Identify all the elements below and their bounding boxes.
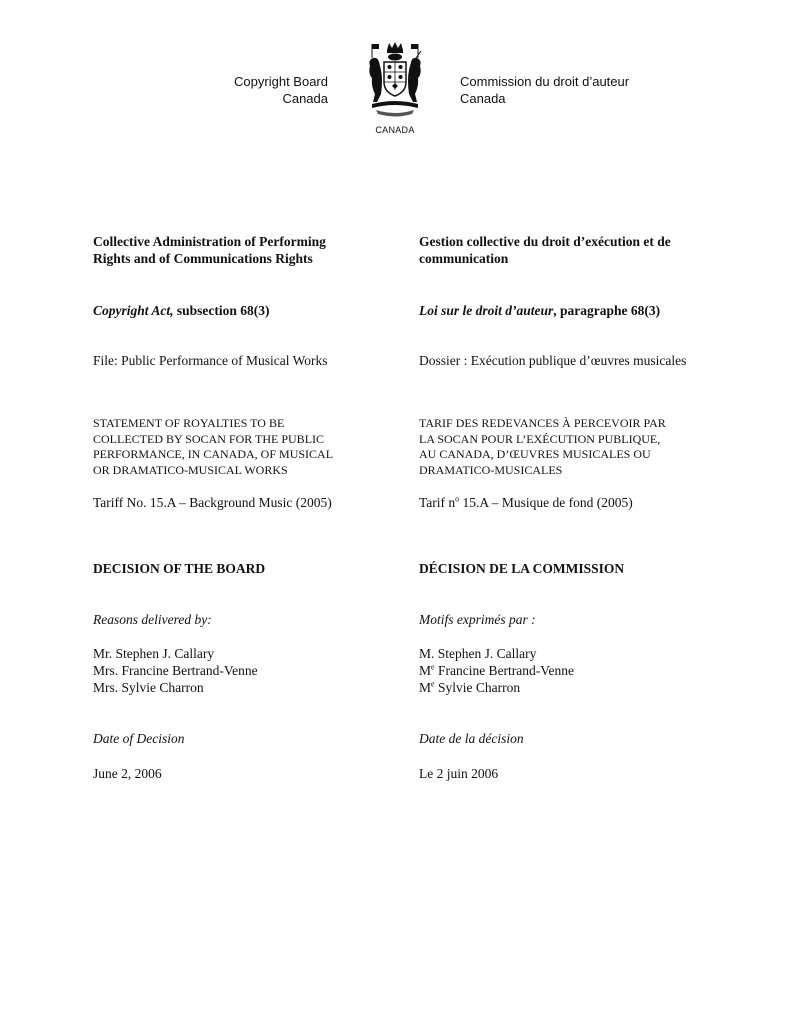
english-statement [93, 416, 383, 478]
english-members [93, 645, 383, 696]
crest-caption: CANADA [375, 125, 415, 135]
french-title-line-2: communication [419, 251, 509, 266]
header-english-agency [234, 73, 328, 107]
french-act-name: Loi sur le droit d’auteur [419, 303, 554, 318]
english-act-name: Copyright Act, [93, 303, 174, 318]
english-act-section: subsection 68(3) [173, 303, 270, 318]
french-member-2-superscript: e [431, 662, 435, 672]
header-right-line-1: Commission du droit d’auteur [460, 74, 630, 89]
english-tariff: Tariff No. 15.A – Background Music (2005) [93, 495, 332, 510]
header-right-line-2: Canada [460, 91, 506, 106]
french-member-3-prefix: M [419, 680, 432, 695]
header-left-line-1: Copyright Board [234, 74, 328, 89]
french-member-1: M. Stephen J. Callary [419, 646, 537, 661]
french-member-2-prefix: M [419, 663, 432, 678]
french-date: Le 2 juin 2006 [419, 766, 499, 781]
french-title [419, 233, 719, 267]
english-statement-line-3: PERFORMANCE, IN CANADA, OF MUSICAL [93, 447, 334, 461]
english-statement-line-4: OR DRAMATICO-MUSICAL WORKS [93, 462, 288, 477]
french-statement [419, 416, 719, 478]
french-statement-line-1: TARIF DES REDEVANCES À PERCEVOIR PAR [419, 416, 666, 430]
french-file: Dossier : Exécution publique d’œuvres musicales [419, 353, 687, 368]
header-french-agency [460, 73, 629, 107]
english-file: File: Public Performance of Musical Works [93, 353, 328, 368]
french-date-label: Date de la décision [419, 731, 524, 746]
french-statement-line-2: LA SOCAN POUR L’EXÉCUTION PUBLIQUE, [419, 431, 661, 446]
french-member-2 [419, 662, 719, 679]
french-reasons-label: Motifs exprimés par : [419, 612, 536, 627]
french-title-line-1: Gestion collective du droit d’exécution et de [419, 234, 671, 249]
french-act-section: , paragraphe 68(3) [553, 303, 661, 318]
english-title [93, 233, 383, 267]
french-tariff-prefix: Tarif n [419, 495, 456, 510]
french-member-3-superscript: e [431, 679, 435, 689]
english-statement-line-1: STATEMENT OF ROYALTIES TO BE [93, 416, 285, 430]
french-member-3-name: Sylvie Charron [434, 680, 521, 695]
french-decision-heading: DÉCISION DE LA COMMISSION [419, 561, 625, 576]
french-member-3 [419, 679, 719, 696]
english-statement-line-2: COLLECTED BY SOCAN FOR THE PUBLIC [93, 431, 325, 446]
english-date: June 2, 2006 [93, 766, 162, 781]
french-tariff [419, 494, 719, 511]
french-member-2-name: Francine Bertrand-Venne [434, 663, 575, 678]
english-act-reference [93, 302, 383, 319]
english-decision-heading: DECISION OF THE BOARD [93, 561, 266, 576]
coat-of-arms-icon [362, 40, 428, 120]
english-title-line-1: Collective Administration of Performing [93, 234, 326, 249]
english-member-1: Mr. Stephen J. Callary [93, 646, 215, 661]
header-left-line-2: Canada [282, 91, 328, 106]
english-title-line-2: Rights and of Communications Rights [93, 251, 313, 266]
french-statement-line-3: AU CANADA, D’ŒUVRES MUSICALES OU [419, 447, 651, 461]
english-date-label: Date of Decision [93, 731, 185, 746]
french-tariff-rest: 15.A – Musique de fond (2005) [459, 495, 633, 510]
english-member-3: Mrs. Sylvie Charron [93, 680, 204, 695]
french-act-reference [419, 302, 719, 319]
french-tariff-superscript: o [455, 494, 460, 504]
french-members [419, 645, 719, 696]
english-reasons-label: Reasons delivered by: [93, 612, 212, 627]
french-statement-line-4: DRAMATICO-MUSICALES [419, 462, 563, 477]
english-member-2: Mrs. Francine Bertrand-Venne [93, 663, 258, 678]
